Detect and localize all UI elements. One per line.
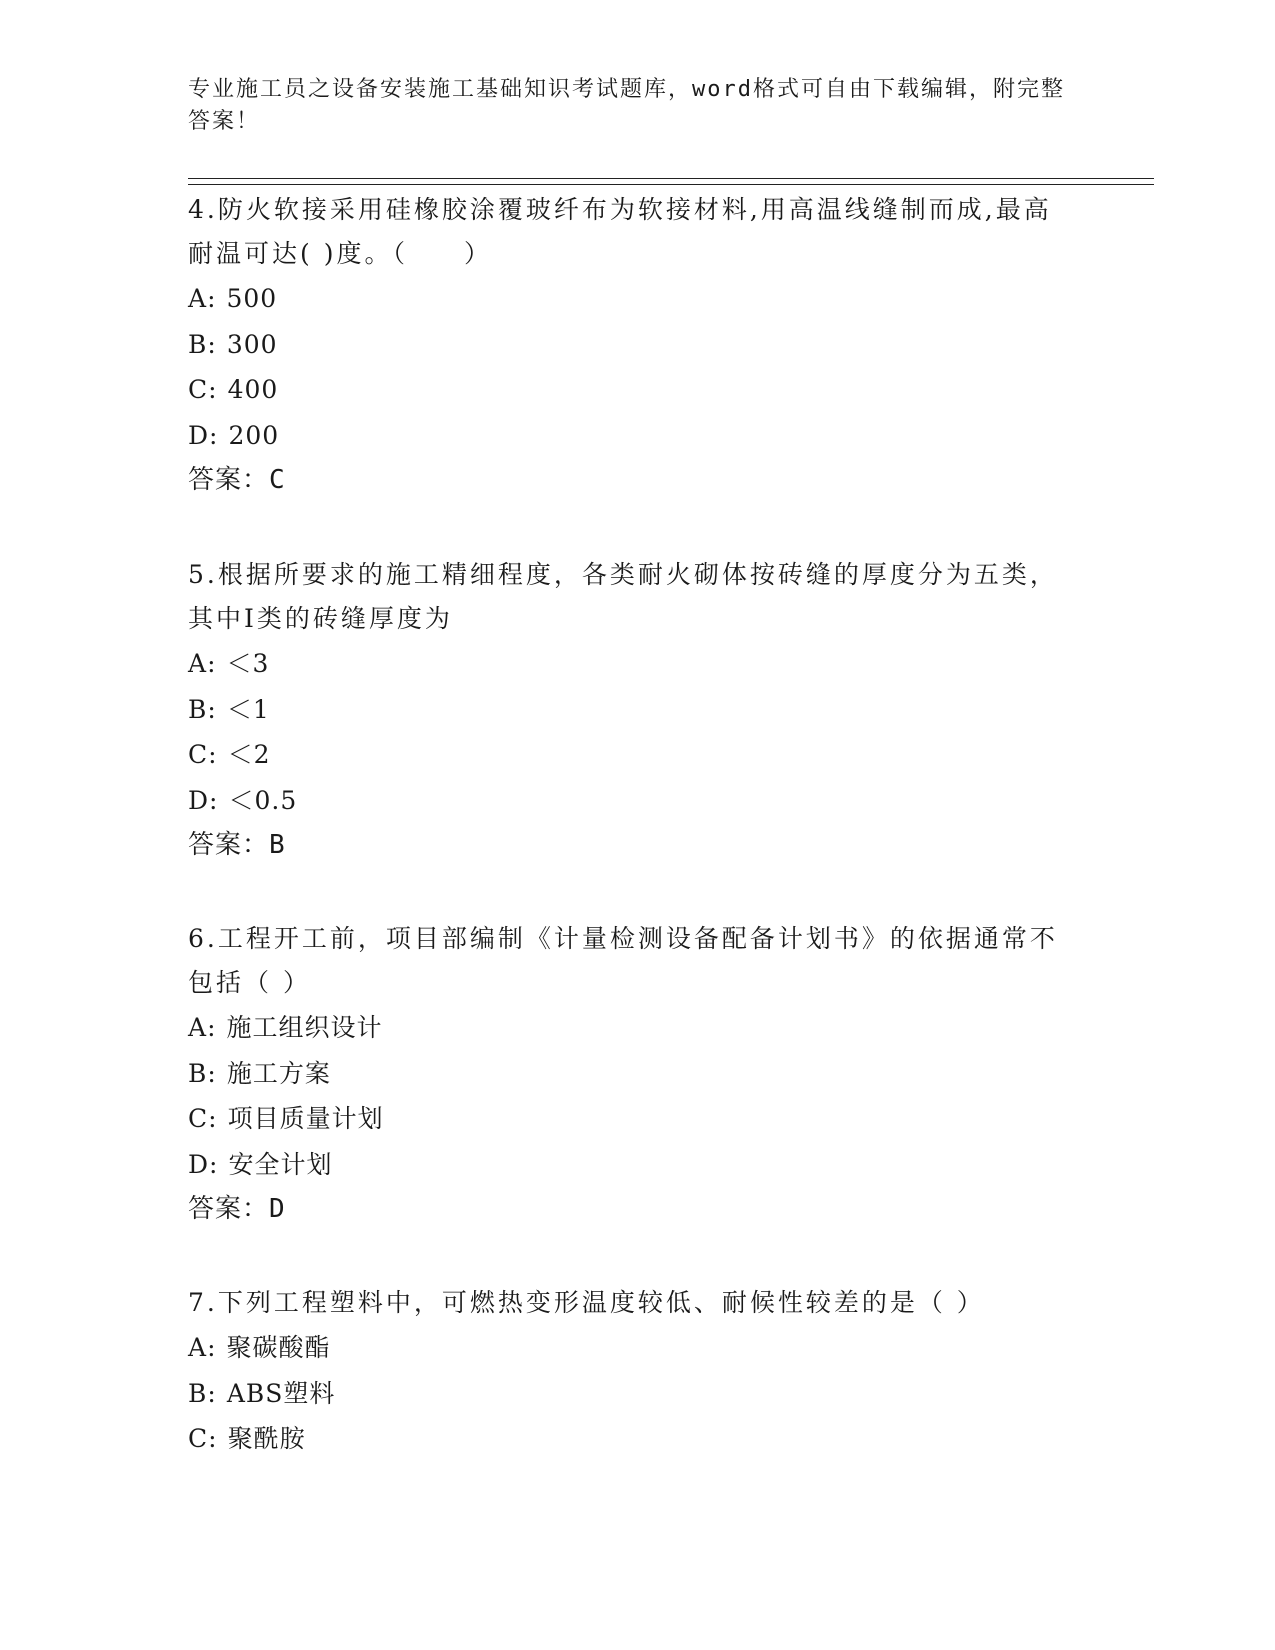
option-separator: : <box>207 1058 217 1088</box>
option-separator: : <box>208 1424 218 1453</box>
question-7 <box>188 1281 1068 1462</box>
option-a <box>188 641 1068 687</box>
option-text: 300 <box>226 329 278 359</box>
option-text: 施工组织设计 <box>226 1013 383 1042</box>
option-text: 施工方案 <box>226 1058 331 1088</box>
option-letter: C <box>188 1104 209 1133</box>
option-letter: D <box>188 420 210 450</box>
option-separator: : <box>207 1333 217 1362</box>
option-text: ＜1 <box>226 694 270 724</box>
option-text: 500 <box>226 284 278 313</box>
question-stem: 4.防火软接采用硅橡胶涂覆玻纤布为软接材料,用高温线缝制而成,最高耐温可达( )度。（ ） <box>188 195 1052 268</box>
answer-label: 答案：C <box>188 465 286 495</box>
option-a <box>188 1005 1068 1051</box>
option-separator: : <box>207 649 217 678</box>
option-text: 聚酰胺 <box>227 1424 306 1453</box>
option-letter: B <box>188 1058 208 1088</box>
option-text: ＜0.5 <box>228 785 298 815</box>
question-5 <box>188 553 1068 867</box>
option-letter: A <box>188 1333 208 1362</box>
option-text: 200 <box>228 420 280 450</box>
option-text: ＜3 <box>226 649 270 678</box>
option-d <box>188 778 1068 824</box>
option-separator: : <box>209 785 219 815</box>
option-separator: : <box>207 1013 217 1042</box>
option-separator: : <box>208 1104 218 1133</box>
answer-label: 答案：B <box>188 830 286 860</box>
option-separator: : <box>207 284 217 313</box>
option-text: 安全计划 <box>228 1149 333 1179</box>
option-separator: : <box>207 329 217 359</box>
question-stem: 5.根据所要求的施工精细程度，各类耐火砌体按砖缝的厚度分为五类，其中Ⅰ类的砖缝厚度为 <box>188 560 1058 633</box>
option-letter: C <box>188 740 209 769</box>
question-6 <box>188 917 1068 1231</box>
option-letter: B <box>188 1378 208 1408</box>
option-letter: A <box>188 649 208 678</box>
option-separator: : <box>207 1378 217 1408</box>
option-separator: : <box>207 694 217 724</box>
option-separator: : <box>209 1149 219 1179</box>
option-d <box>188 1142 1068 1188</box>
answer-label: 答案：D <box>188 1194 286 1224</box>
option-letter: A <box>188 1013 208 1042</box>
option-separator: : <box>208 375 218 404</box>
option-letter: C <box>188 1424 209 1453</box>
option-letter: B <box>188 329 208 359</box>
option-separator: : <box>209 420 219 450</box>
option-letter: D <box>188 785 210 815</box>
question-stem: 7.下列工程塑料中，可燃热变形温度较低、耐候性较差的是（ ） <box>188 1288 985 1317</box>
option-b <box>188 1371 1068 1417</box>
option-a <box>188 276 1068 322</box>
option-text: 聚碳酸酯 <box>226 1333 331 1362</box>
option-b <box>188 687 1068 733</box>
option-text: 400 <box>227 375 279 404</box>
question-4 <box>188 188 1068 502</box>
option-c <box>188 1416 1068 1462</box>
option-c <box>188 367 1068 413</box>
header-divider-bottom <box>188 184 1154 185</box>
option-letter: A <box>188 284 208 313</box>
option-c <box>188 732 1068 778</box>
option-text: 项目质量计划 <box>227 1104 384 1133</box>
option-letter: C <box>188 375 209 404</box>
option-c <box>188 1096 1068 1142</box>
option-letter: B <box>188 694 208 724</box>
option-b <box>188 1051 1068 1097</box>
option-letter: D <box>188 1149 210 1179</box>
option-text: ＜2 <box>227 740 271 769</box>
option-separator: : <box>208 740 218 769</box>
document-description: 专业施工员之设备安装施工基础知识考试题库，word格式可自由下载编辑，附完整答案！ <box>188 77 1065 134</box>
option-d <box>188 413 1068 459</box>
option-b <box>188 322 1068 368</box>
option-a <box>188 1325 1068 1371</box>
header-divider-top <box>188 178 1154 179</box>
question-stem: 6.工程开工前，项目部编制《计量检测设备配备计划书》的依据通常不包括（ ） <box>188 924 1058 997</box>
option-text: ABS塑料 <box>226 1378 336 1408</box>
